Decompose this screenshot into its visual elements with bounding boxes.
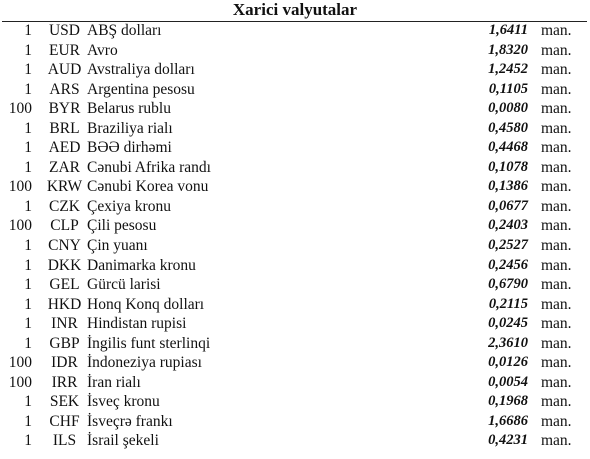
table-row [0,275,590,295]
rate-currency: man. [541,22,572,39]
currency-name: Çin yuanı [87,237,148,255]
rate-currency: man. [541,139,572,157]
units-cell: 1 [24,80,32,98]
currency-code: BYR [48,100,81,118]
table-row [0,21,590,41]
currency-code: CHF [49,412,80,430]
table-row [0,373,590,393]
units-cell: 1 [24,412,32,430]
table-row [0,99,590,119]
table-row [0,60,590,80]
currency-code: KRW [46,178,83,196]
currency-code: GEL [49,276,80,294]
exchange-rate: 1,8320 [488,41,528,58]
currency-name: Çili pesosu [87,217,157,235]
units-cell: 1 [24,197,32,215]
exchange-rate: 0,0245 [488,315,528,332]
units-cell: 1 [24,237,32,255]
exchange-rate: 0,2527 [488,237,528,254]
exchange-rate: 1,2452 [488,61,528,78]
currency-code: ARS [49,80,80,98]
currency-code: INR [51,315,78,333]
page-title: Xarici valyutalar [232,0,358,19]
table-row [0,295,590,315]
rate-currency: man. [541,295,572,313]
rate-currency: man. [541,237,572,255]
exchange-rate: 0,4231 [488,432,528,449]
units-cell: 100 [8,354,32,372]
units-cell: 1 [24,139,32,157]
table-row [0,314,590,334]
exchange-rate: 0,2403 [488,217,528,234]
table-row [0,412,590,432]
units-cell: 1 [24,315,32,333]
rate-currency: man. [541,100,572,118]
rate-currency: man. [541,41,572,59]
exchange-rate: 0,6790 [488,276,528,293]
table-row [0,41,590,61]
currency-code: GBP [49,334,80,352]
currency-name: Braziliya rialı [87,119,173,137]
table-row [0,431,590,451]
exchange-rate: 0,1105 [488,80,528,97]
currency-code: SEK [49,393,80,411]
units-cell: 1 [24,334,32,352]
currency-name: BƏƏ dirhəmi [87,139,172,157]
currency-code: EUR [49,41,80,59]
units-cell: 1 [24,119,32,137]
currency-name: İsveçrə frankı [87,412,173,430]
units-cell: 100 [8,373,32,391]
exchange-rate: 0,4468 [488,139,528,156]
rate-currency: man. [541,217,572,235]
units-cell: 100 [8,178,32,196]
table-row [0,177,590,197]
currency-name: İran rialı [87,373,141,391]
units-cell: 1 [24,256,32,274]
units-cell: 1 [24,158,32,176]
exchange-rate: 0,1386 [488,178,528,195]
rate-currency: man. [541,373,572,391]
exchange-rate: 0,4580 [488,119,528,136]
currency-name: Avro [87,41,118,59]
currency-code: DKK [47,256,82,274]
exchange-rate: 0,0126 [488,354,528,371]
table-row [0,216,590,236]
currency-code: IDR [51,354,78,372]
currency-name: Cənubi Korea vonu [87,178,209,196]
currency-name: İsrail şekeli [87,432,159,450]
currency-code: CZK [49,197,80,215]
rate-currency: man. [541,178,572,196]
rate-currency: man. [541,119,572,137]
table-row [0,158,590,178]
exchange-rate: 1,6411 [488,22,528,38]
currency-name: ABŞ dolları [87,22,162,39]
currency-code: CLP [50,217,79,235]
exchange-rate: 0,0054 [488,373,528,390]
exchange-rate: 0,0080 [488,100,528,117]
units-cell: 1 [24,432,32,450]
table-row [0,119,590,139]
currency-code: USD [48,22,80,39]
table-row [0,392,590,412]
units-cell: 100 [8,217,32,235]
exchange-rate: 0,0677 [488,197,528,214]
table-row [0,236,590,256]
rate-currency: man. [541,315,572,333]
exchange-rate: 0,1968 [488,393,528,410]
rate-currency: man. [541,61,572,79]
currency-code: ILS [52,432,77,450]
currency-code: BRL [49,119,80,137]
units-cell: 1 [24,295,32,313]
currency-name: İndoneziya rupiası [87,354,202,372]
units-cell: 1 [24,22,32,39]
units-cell: 100 [8,100,32,118]
table-row [0,138,590,158]
currency-code: AUD [47,61,82,79]
units-cell: 1 [24,393,32,411]
rate-currency: man. [541,354,572,372]
currency-name: İngilis funt sterlinqi [87,334,211,352]
units-cell: 1 [24,276,32,294]
currency-name: Hindistan rupisi [87,315,187,333]
currency-name: Avstraliya dolları [87,61,195,79]
currency-code: HKD [47,295,82,313]
exchange-rate: 0,1078 [488,158,528,175]
currency-name: İsveç kronu [87,393,160,411]
currency-name: Danimarka kronu [87,256,196,274]
rate-currency: man. [541,256,572,274]
rate-currency: man. [541,432,572,450]
exchange-rate: 0,2115 [488,295,528,312]
table-row [0,353,590,373]
table-row [0,256,590,276]
exchange-rate: 2,3610 [488,334,528,351]
currency-name: Argentina pesosu [87,80,195,98]
currency-name: Belarus rublu [87,100,171,118]
table-row [0,334,590,354]
rate-currency: man. [541,412,572,430]
rate-currency: man. [541,334,572,352]
rate-currency: man. [541,276,572,294]
currency-name: Gürcü larisi [87,276,161,294]
units-cell: 1 [24,61,32,79]
exchange-rate: 1,6686 [488,412,528,429]
currency-name: Honq Konq dolları [87,295,205,313]
exchange-rate: 0,2456 [488,256,528,273]
currency-code: AED [48,139,81,157]
rate-currency: man. [541,80,572,98]
table-row [0,80,590,100]
rate-currency: man. [541,158,572,176]
rate-currency: man. [541,393,572,411]
currency-code: CNY [48,237,81,255]
currency-code: IRR [51,373,78,391]
currency-name: Cənubi Afrika randı [87,158,211,176]
rate-currency: man. [541,197,572,215]
currency-table [0,21,590,451]
currency-name: Çexiya kronu [87,197,171,215]
table-row [0,197,590,217]
currency-code: ZAR [49,158,80,176]
units-cell: 1 [24,41,32,59]
